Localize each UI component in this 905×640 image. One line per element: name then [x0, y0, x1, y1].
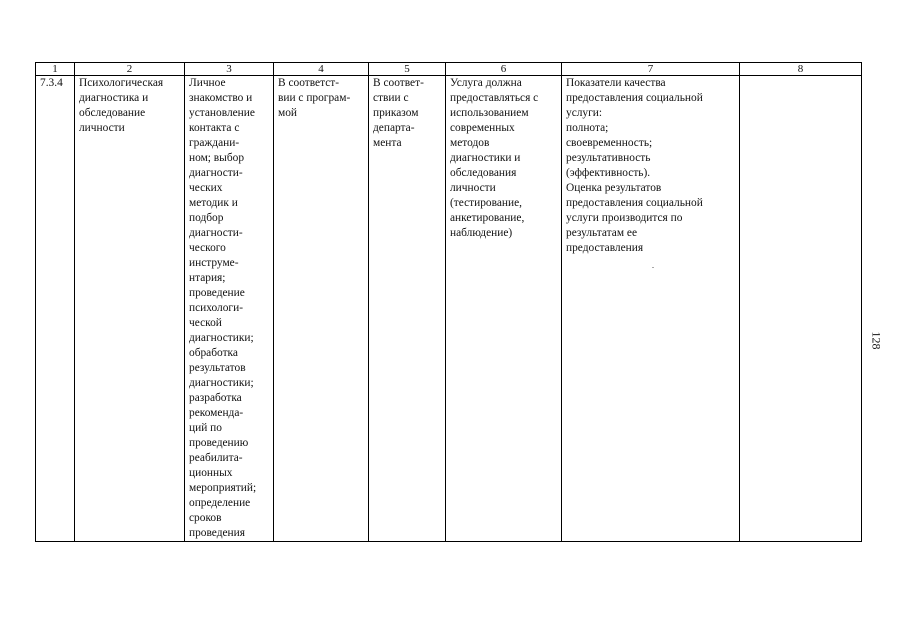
header-col-5: 5 [369, 63, 446, 76]
page-number: 128 [869, 331, 884, 350]
cell-timing [274, 76, 369, 542]
stray-mark: . [652, 261, 654, 270]
row-number: 7.3.4 [40, 77, 63, 89]
service-timing: В соответст- вии с програм- мой [278, 77, 351, 119]
header-col-2: 2 [75, 63, 185, 76]
cell-content [185, 76, 274, 542]
cell-number [36, 76, 75, 542]
header-col-6: 6 [446, 63, 562, 76]
cell-quality [562, 76, 740, 542]
service-table [35, 62, 862, 542]
header-col-1: 1 [36, 63, 75, 76]
service-content: Личное знакомство и установление контакта с граждани- ном; выбор диагности- ческих методик и подбор диагности- ческого инструме- нтария; проведение психологи- ческой диагностики; обработка результатов диагностики; разработка рекоменда- ций по проведению реабилита- ционных мероприятий; определение сроков проведения [189, 77, 257, 539]
header-row [36, 63, 862, 76]
service-cost: В соответ- ствии с приказом департа- мента [373, 77, 424, 149]
service-name: Психологическая диагностика и обследование личности [79, 77, 164, 134]
header-col-8: 8 [740, 63, 862, 76]
cell-cost [369, 76, 446, 542]
cell-conditions [446, 76, 562, 542]
cell-col8 [740, 76, 862, 542]
cell-service-name [75, 76, 185, 542]
service-quality: Показатели качества предоставления социальной услуги: полнота; своевременность; результативность (эффективность). Оценка результатов предоставления социальной услуги производится по результатам ее предоставления [566, 77, 703, 254]
table-row [36, 76, 862, 542]
header-col-7: 7 [562, 63, 740, 76]
header-col-3: 3 [185, 63, 274, 76]
service-conditions: Услуга должна предоставляться с использованием современных методов диагностики и обследования личности (тестирование, анкетирование, наблюдение) [450, 77, 539, 239]
header-col-4: 4 [274, 63, 369, 76]
